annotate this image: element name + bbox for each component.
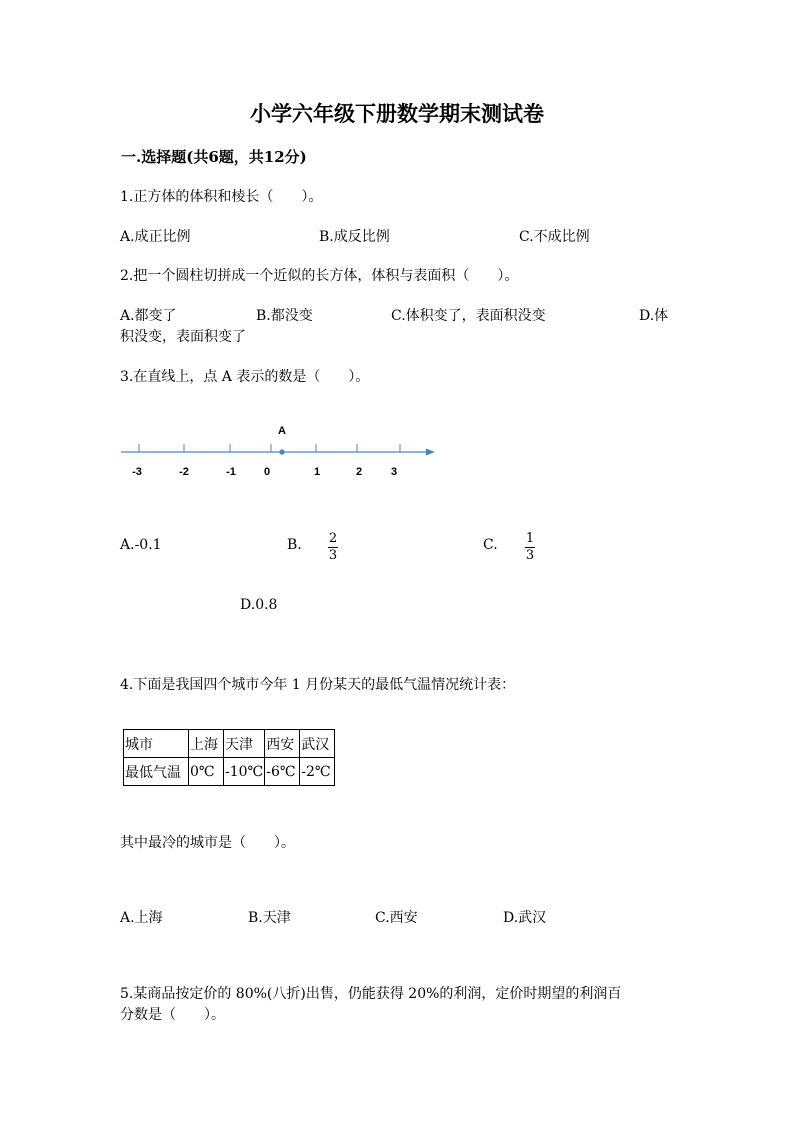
question-1-text: 1.正方体的体积和棱长（ ）。	[120, 189, 323, 205]
question-4-option-a: A.上海	[120, 910, 163, 926]
question-3-option-c-letter: C.	[483, 537, 498, 553]
question-1-option-a: A.成正比例	[120, 229, 191, 245]
option-letter: A.	[120, 537, 135, 553]
question-2-option-d: D.体	[639, 308, 669, 324]
question-4-option-b: B.天津	[248, 910, 291, 926]
table-cell: -10℃	[224, 758, 265, 786]
table-row	[124, 758, 335, 786]
question-4-option-c: C.西安	[375, 910, 418, 926]
table-cell: 武汉	[300, 730, 335, 758]
table-cell: 最低气温	[124, 758, 189, 786]
tick-label: 3	[390, 466, 398, 478]
temperature-table	[123, 729, 335, 786]
table-cell: 城市	[124, 730, 189, 758]
question-2-option-d-wrap: 积没变，表面积变了	[120, 329, 246, 345]
fraction-numerator: 2	[328, 531, 338, 546]
table-cell: 上海	[189, 730, 224, 758]
table-row	[124, 730, 335, 758]
question-4-followup: 其中最冷的城市是（ ）。	[120, 835, 295, 851]
question-3-option-a	[120, 537, 162, 553]
question-1-option-b: B.成反比例	[319, 229, 390, 245]
fraction-denominator: 3	[328, 548, 338, 563]
tick-label: -3	[132, 466, 142, 478]
table-cell: 西安	[265, 730, 300, 758]
point-a-label: A	[278, 425, 286, 437]
table-cell: -2℃	[300, 758, 335, 786]
tick-label: -1	[226, 466, 236, 478]
table-cell: 0℃	[189, 758, 224, 786]
question-5-text: 5.某商品按定价的 80%(八折)出售，仍能获得 20%的利润，定价时期望的利润百	[120, 986, 622, 1002]
option-value: 0.8	[255, 597, 278, 613]
option-letter: D.	[240, 597, 256, 613]
tick-label: -2	[179, 466, 189, 478]
table-cell: -6℃	[265, 758, 300, 786]
tick-label: 2	[355, 466, 363, 478]
question-2-option-b: B.都没变	[256, 308, 313, 324]
question-3-option-d	[240, 597, 277, 613]
fraction-denominator: 3	[525, 548, 535, 563]
number-line-arrow-icon	[426, 449, 435, 456]
table-cell: 天津	[224, 730, 265, 758]
question-2-text: 2.把一个圆柱切拼成一个近似的长方体，体积与表面积（ ）。	[120, 268, 519, 284]
point-a-marker	[279, 449, 284, 454]
question-1-option-c: C.不成比例	[519, 229, 590, 245]
fraction-numerator: 1	[525, 531, 535, 546]
tick-label: 0	[263, 466, 271, 478]
tick-label: 1	[313, 466, 321, 478]
question-2-option-a: A.都变了	[120, 308, 177, 324]
page-title: 小学六年级下册数学期末测试卷	[250, 101, 544, 126]
section-heading: 一.选择题(共6题，共12分)	[121, 148, 307, 166]
question-3-option-c-fraction	[525, 532, 535, 563]
question-5-text-wrap: 分数是（ ）。	[120, 1007, 225, 1023]
question-3-option-b-letter: B.	[287, 537, 302, 553]
question-3-text: 3.在直线上，点 A 表示的数是（ ）。	[120, 369, 370, 385]
question-4-option-d: D.武汉	[503, 910, 547, 926]
option-value: -0.1	[134, 537, 162, 553]
question-4-text: 4.下面是我国四个城市今年 1 月份某天的最低气温情况统计表：	[120, 677, 516, 693]
question-3-option-b-fraction	[328, 532, 338, 563]
question-2-option-c: C.体积变了，表面积没变	[391, 308, 546, 324]
number-line-figure	[115, 415, 445, 485]
